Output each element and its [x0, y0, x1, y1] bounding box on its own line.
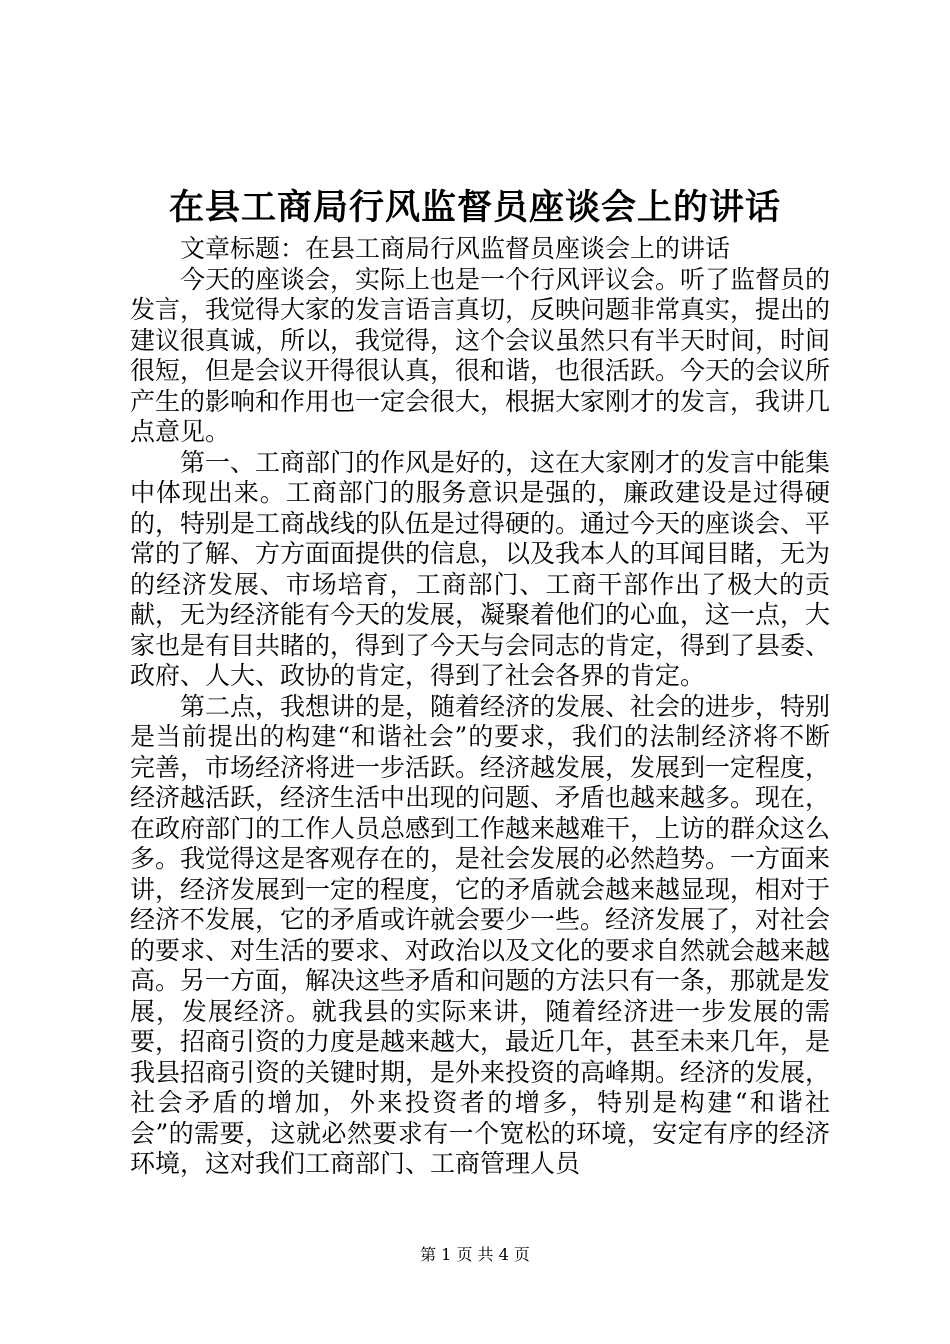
document-body	[130, 234, 830, 1180]
paragraph-first-point: 第一、工商部门的作风是好的，这在大家刚才的发言中能集中体现出来。工商部门的服务意识是强的，廉政建设是过得硬的，特别是工商战线的队伍是过得硬的。通过今天的座谈会、平常的了解、方方面面提供的信息，以及我本人的耳闻目睹，无为的经济发展、市场培育，工商部门、工商干部作出了极大的贡献，无为经济能有今天的发展，凝聚着他们的心血，这一点，大家也是有目共睹的，得到了今天与会同志的肯定，得到了县委、政府、人大、政协的肯定，得到了社会各界的肯定。	[130, 447, 831, 690]
paragraph-second-point: 第二点，我想讲的是，随着经济的发展、社会的进步，特别是当前提出的构建“和谐社会”的要求，我们的法制经济将不断完善，市场经济将进一步活跃。经济越发展，发展到一定程度，经济越活跃，经济生活中出现的问题、矛盾也越来越多。现在，在政府部门的工作人员总感到工作越来越难干，上访的群众这么多。我觉得这是客观存在的，是社会发展的必然趋势。一方面来讲，经济发展到一定的程度，它的矛盾就会越来越显现，相对于经济不发展，它的矛盾或许就会要少一些。经济发展了，对社会的要求、对生活的要求、对政治以及文化的要求自然就会越来越高。另一方面，解决这些矛盾和问题的方法只有一条，那就是发展，发展经济。就我县的实际来讲，随着经济进一步发展的需要，招商引资的力度是越来越大，最近几年，甚至未来几年，是我县招商引资的关键时期，是外来投资的高峰期。经济的发展，社会矛盾的增加，外来投资者的增多，特别是构建“和谐社会”的需要，这就必然要求有一个宽松的环境，安定有序的经济环境，这对我们工商部门、工商管理人员	[130, 691, 831, 1178]
document-title: 在县工商局行风监督员座谈会上的讲话	[168, 187, 781, 228]
paragraph-intro: 今天的座谈会，实际上也是一个行风评议会。听了监督员的发言，我觉得大家的发言语言真切，反映问题非常真实，提出的建议很真诚，所以，我觉得，这个会议虽然只有半天时间，时间很短，但是会议开得很认真，很和谐，也很活跃。今天的会议所产生的影响和作用也一定会很大，根据大家刚才的发言，我讲几点意见。	[130, 264, 831, 446]
page-number-footer: 第 1 页 共 4 页	[420, 1245, 530, 1264]
article-title-line: 文章标题：在县工商局行风监督员座谈会上的讲话	[180, 234, 731, 263]
